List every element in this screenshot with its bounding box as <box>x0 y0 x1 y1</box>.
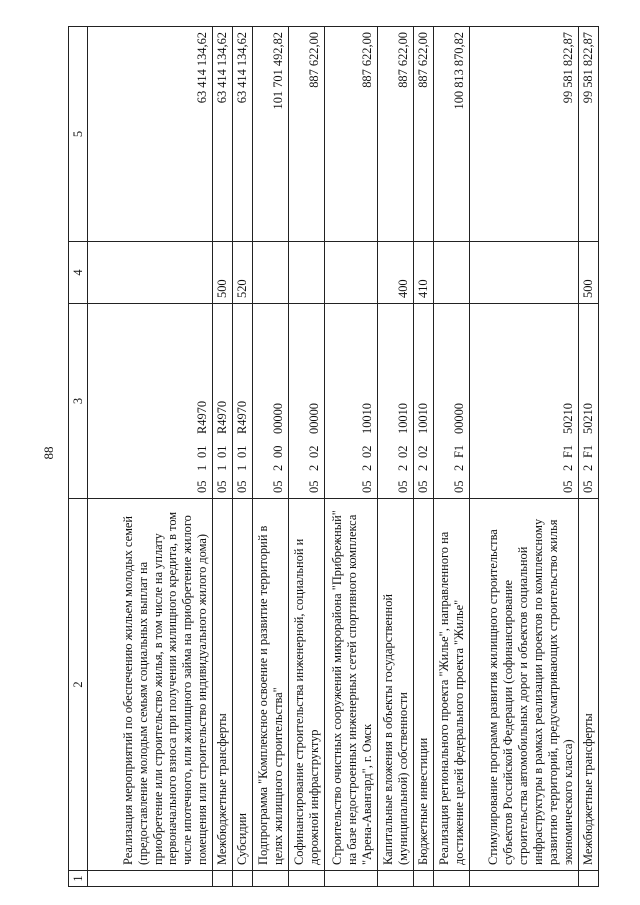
column-header-3: 3 <box>69 304 88 499</box>
row-index-cell <box>377 871 413 887</box>
table-row <box>288 27 324 887</box>
table-row <box>252 27 288 887</box>
amount: 100 813 870,82 <box>433 27 469 242</box>
code-subprogram: 2 <box>270 464 285 471</box>
code-direction: 00000 <box>270 403 285 434</box>
code-program: 05 <box>451 480 466 493</box>
code-program: 05 <box>580 480 595 493</box>
amount: 63 414 134,62 <box>88 27 213 242</box>
code-subprogram: 2 <box>415 464 430 471</box>
expense-type: 520 <box>232 242 252 304</box>
code-direction: R4970 <box>215 400 229 434</box>
column-header-5: 5 <box>69 27 88 242</box>
code-direction: 50210 <box>580 403 595 434</box>
code-subprogram: 2 <box>580 464 595 471</box>
amount: 887 622,00 <box>324 27 377 242</box>
table-row <box>377 27 413 887</box>
table-header-row <box>69 27 88 887</box>
amount: 887 622,00 <box>413 27 433 242</box>
code-program: 05 <box>234 480 249 493</box>
budget-code <box>252 304 288 499</box>
code-subprogram: 1 <box>215 464 229 471</box>
code-event: 00 <box>270 445 285 458</box>
budget-code <box>324 304 377 499</box>
code-subprogram: 2 <box>359 464 374 471</box>
code-direction: 10010 <box>359 403 374 434</box>
row-index-cell <box>433 871 469 887</box>
code-subprogram: 2 <box>306 464 321 471</box>
amount: 99 581 822,87 <box>469 27 578 242</box>
code-direction: R4970 <box>234 400 249 434</box>
budget-code <box>578 304 598 499</box>
budget-table <box>68 26 599 887</box>
expense-type: 500 <box>213 242 233 304</box>
code-program: 05 <box>195 480 210 493</box>
row-index-cell <box>288 871 324 887</box>
code-event: F1 <box>580 444 595 458</box>
code-event: 02 <box>359 445 374 458</box>
budget-code <box>288 304 324 499</box>
row-index-cell <box>213 871 233 887</box>
code-event: 01 <box>215 445 229 458</box>
expense-type: 500 <box>578 242 598 304</box>
expense-type <box>433 242 469 304</box>
item-name: Реализация мероприятий по обеспечению жильем молодых семей (предоставление молодым семьям социальных выплат на приобретение или строительство жилья, в том числе на уплату первоначального взноса при получении жилищного кредита, в том числе ипотечного, или жилищного займа на приобретение жилого помещения или строительство индивидуального жилого дома) <box>88 499 213 871</box>
item-name: Стимулирование программ развития жилищного строительства субъектов Российской Федерации (софинансирование строительства автомобильных дорог и объектов социальной инфраструктуры в рамках реализации проектов по комплексному развитию территорий, предусматривающих строительство жилья экономического класса) <box>469 499 578 871</box>
rotated-page <box>68 27 608 887</box>
code-subprogram: 2 <box>395 464 410 471</box>
row-index-cell <box>469 871 578 887</box>
page-number: 88 <box>41 446 56 460</box>
table-row <box>469 27 578 887</box>
amount: 99 581 822,87 <box>578 27 598 242</box>
amount: 63 414 134,62 <box>213 27 233 242</box>
expense-type <box>288 242 324 304</box>
budget-code <box>413 304 433 499</box>
expense-type <box>324 242 377 304</box>
item-name: Капитальные вложения в объекты государственной (муниципальной) собственности <box>377 499 413 871</box>
code-program: 05 <box>359 480 374 493</box>
column-header-2: 2 <box>69 499 88 871</box>
amount: 887 622,00 <box>377 27 413 242</box>
code-direction: 10010 <box>395 403 410 434</box>
row-index-cell <box>252 871 288 887</box>
code-program: 05 <box>395 480 410 493</box>
budget-code <box>377 304 413 499</box>
item-name: Подпрограмма "Комплексное освоение и развитие территорий в целях жилищного строительства" <box>252 499 288 871</box>
item-name: Межбюджетные трансферты <box>578 499 598 871</box>
code-event: 01 <box>234 445 249 458</box>
budget-code <box>213 304 233 499</box>
code-direction: 00000 <box>451 403 466 434</box>
code-direction: R4970 <box>195 400 210 434</box>
amount: 63 414 134,62 <box>232 27 252 242</box>
code-subprogram: 1 <box>234 464 249 471</box>
code-program: 05 <box>415 480 430 493</box>
code-event: 02 <box>415 445 430 458</box>
table-row <box>578 27 598 887</box>
budget-code <box>88 304 213 499</box>
code-program: 05 <box>270 480 285 493</box>
table-row <box>213 27 233 887</box>
code-subprogram: 2 <box>560 464 575 471</box>
row-index-cell <box>413 871 433 887</box>
code-event: 02 <box>306 445 321 458</box>
amount: 101 701 492,82 <box>252 27 288 242</box>
code-subprogram: 2 <box>451 464 466 471</box>
row-index-cell <box>232 871 252 887</box>
amount: 887 622,00 <box>288 27 324 242</box>
row-index-cell <box>578 871 598 887</box>
code-program: 05 <box>215 480 229 493</box>
code-program: 05 <box>560 480 575 493</box>
item-name: Строительство очистных сооружений микрорайона "Прибрежный" на базе недостроенных инженерных сетей спортивного комплекса "Арена-Авангард", г. Омск <box>324 499 377 871</box>
code-subprogram: 1 <box>195 464 210 471</box>
column-header-4: 4 <box>69 242 88 304</box>
table-row <box>88 27 213 887</box>
code-direction: 10010 <box>415 403 430 434</box>
table-row <box>433 27 469 887</box>
code-event: 02 <box>395 445 410 458</box>
code-program: 05 <box>306 480 321 493</box>
code-event: F1 <box>451 444 466 458</box>
column-header-1: 1 <box>69 871 88 887</box>
code-direction: 00000 <box>306 403 321 434</box>
code-direction: 50210 <box>560 403 575 434</box>
table-row <box>232 27 252 887</box>
item-name: Бюджетные инвестиции <box>413 499 433 871</box>
table-row <box>413 27 433 887</box>
budget-code <box>232 304 252 499</box>
expense-type: 410 <box>413 242 433 304</box>
item-name: Софинансирование строительства инженерной, социальной и дорожной инфраструктур <box>288 499 324 871</box>
expense-type <box>88 242 213 304</box>
code-event: 01 <box>195 445 210 458</box>
table-row <box>324 27 377 887</box>
expense-type <box>252 242 288 304</box>
expense-type <box>469 242 578 304</box>
item-name: Реализация регионального проекта "Жилье", направленного на достижение целей федерального проекта "Жилье" <box>433 499 469 871</box>
budget-code <box>469 304 578 499</box>
code-event: F1 <box>560 444 575 458</box>
expense-type: 400 <box>377 242 413 304</box>
row-index-cell <box>324 871 377 887</box>
item-name: Межбюджетные трансферты <box>213 499 233 871</box>
budget-code <box>433 304 469 499</box>
item-name: Субсидии <box>232 499 252 871</box>
row-index-cell <box>88 871 213 887</box>
